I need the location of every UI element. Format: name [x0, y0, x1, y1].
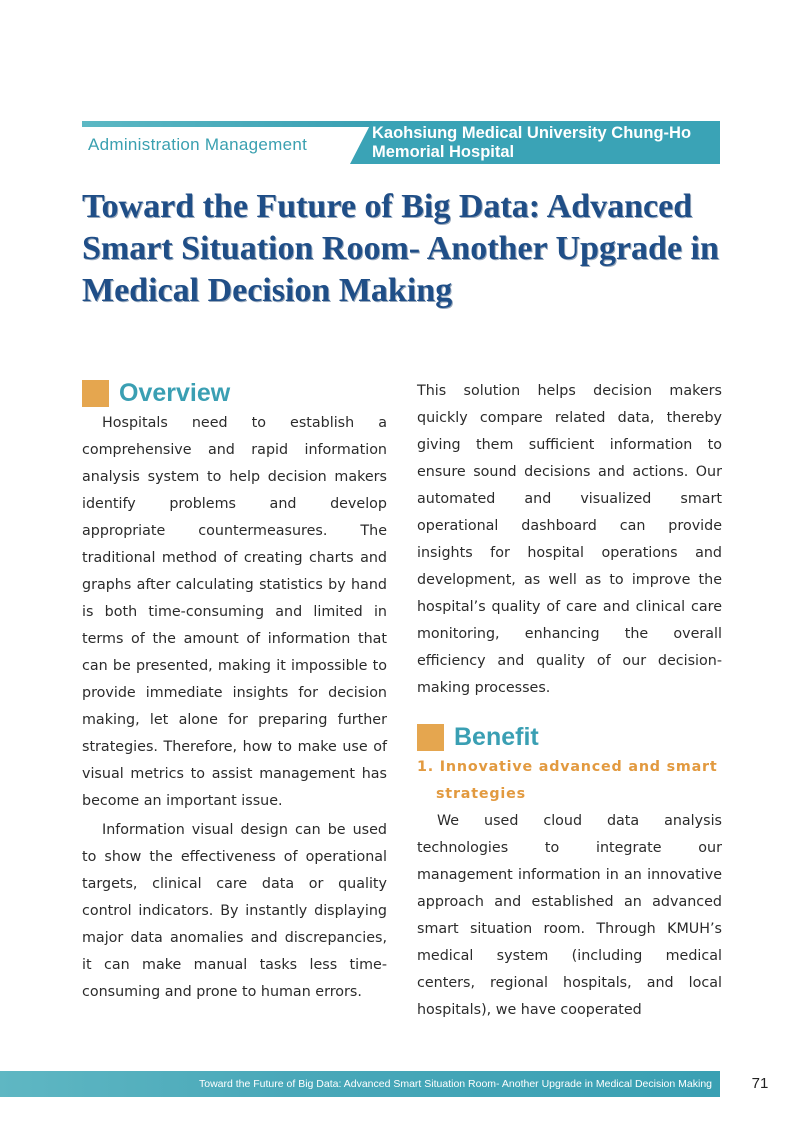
section-label: Administration Management — [88, 135, 308, 154]
subheading-number: 1. — [417, 759, 434, 775]
overview-heading-label: Overview — [119, 378, 231, 407]
footer-running-title: Toward the Future of Big Data: Advanced Smart Situation Room- Another Upgrade in Medical Decision Making — [198, 1078, 712, 1090]
left-column — [82, 378, 387, 1006]
right-column — [417, 378, 722, 1024]
overview-paragraph-2: Information visual design can be used to show the effectiveness of operational targets, clinical care data or quality control indicators. By instantly displaying major data anomalies and discrepancies, it can make manual tasks less time-consuming and prone to human errors. — [82, 822, 387, 1000]
heading-square-icon — [82, 380, 109, 407]
subheading-line-1: Innovative advanced and smart — [439, 759, 718, 775]
overview-heading — [82, 378, 387, 408]
continued-paragraph: This solution helps decision makers quickly compare related data, thereby giving them sufficient information to ensure sound decisions and actions. Our automated and visualized smart operational dashboard can provide insights for hospital operations and development, as well as to improve the hospital’s quality of care and clinical care monitoring, enhancing the overall efficiency and quality of our decision-making processes. — [417, 383, 722, 696]
subheading-line-2: strategies — [436, 786, 526, 802]
heading-square-icon — [417, 724, 444, 751]
hospital-name: Kaohsiung Medical University Chung-Ho Memorial Hospital — [372, 124, 692, 161]
page-title: Toward the Future of Big Data: Advanced Smart Situation Room- Another Upgrade in Medical Decision Making — [82, 188, 719, 309]
page-number: 71 — [751, 1075, 769, 1092]
benefit-paragraph: We used cloud data analysis technologies to integrate our management information in an innovative approach and established an advanced smart situation room. Through KMUH’s medical system (including medical centers, regional hospitals, and local hospitals), we have cooperated — [417, 813, 722, 1018]
benefit-subheading — [417, 754, 722, 808]
section-header — [82, 121, 720, 164]
overview-paragraph-1: Hospitals need to establish a comprehensive and rapid information analysis system to help decision makers identify problems and develop appropriate countermeasures. The traditional method of creating charts and graphs after calculating statistics by hand is both time-consuming and limited in terms of the amount of information that can be presented, making it impossible to provide immediate insights for decision making, let alone for preparing further strategies. Therefore, how to make use of visual metrics to assist management has become an important issue. — [82, 415, 387, 809]
header-accent-line — [82, 121, 372, 127]
benefit-heading — [417, 722, 722, 752]
benefit-heading-label: Benefit — [454, 722, 539, 751]
